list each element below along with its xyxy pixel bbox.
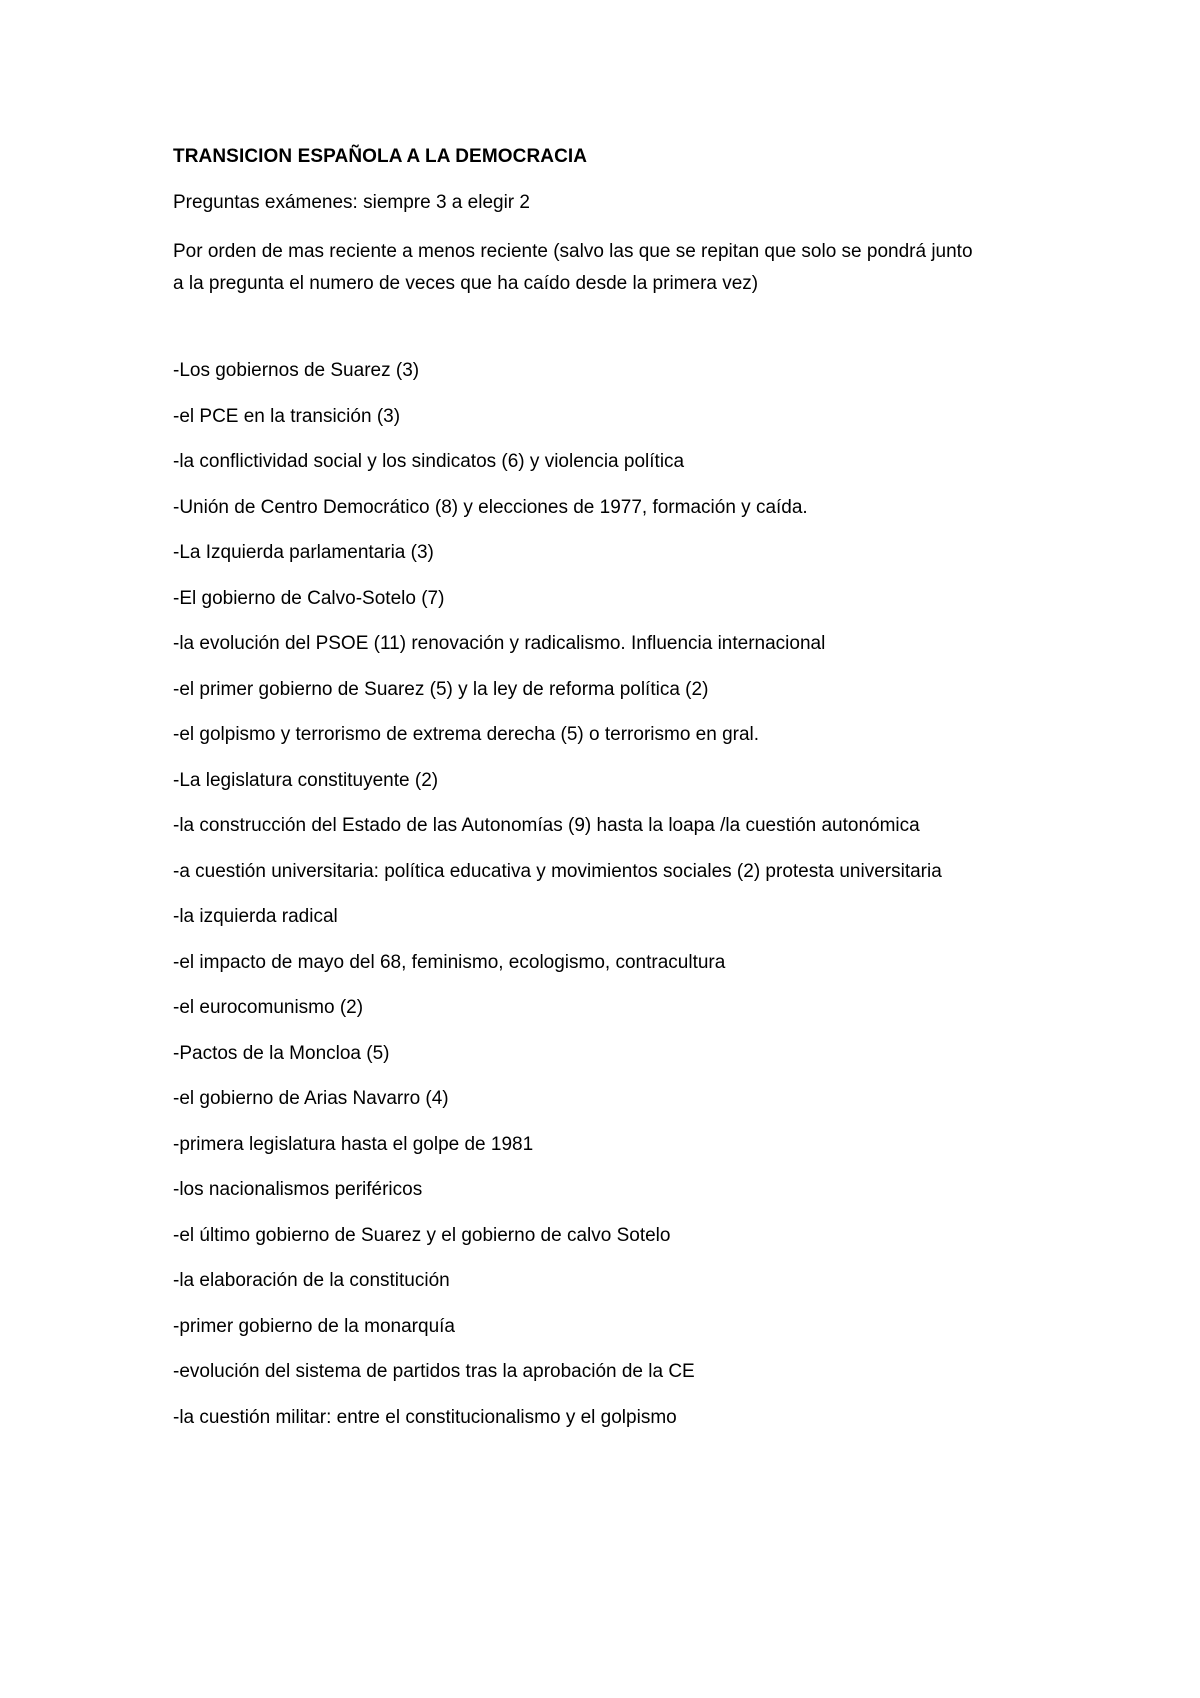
question-item: -la cuestión militar: entre el constitucionalismo y el golpismo	[173, 1406, 677, 1428]
question-item: -el golpismo y terrorismo de extrema derecha (5) o terrorismo en gral.	[173, 724, 760, 745]
question-item: -la evolución del PSOE (11) renovación y radicalismo. Influencia internacional	[173, 633, 826, 654]
question-item: -la conflictividad social y los sindicatos (6) y violencia política	[173, 451, 685, 472]
question-item: -Pactos de la Moncloa (5)	[173, 1042, 390, 1064]
question-item: -La legislatura constituyente (2)	[173, 769, 439, 791]
question-item: -La Izquierda parlamentaria (3)	[173, 542, 434, 563]
question-item: -la izquierda radical	[173, 906, 338, 927]
question-item: -el PCE en la transición (3)	[173, 405, 401, 427]
question-item: -los nacionalismos periféricos	[173, 1179, 423, 1200]
question-item: -Unión de Centro Democrático (8) y elecciones de 1977, formación y caída.	[173, 496, 808, 518]
document-title: TRANSICION ESPAÑOLA A LA DEMOCRACIA	[173, 146, 588, 167]
intro-line-1: Por orden de mas reciente a menos reciente (salvo las que se repitan que solo se pondrá junto	[173, 241, 973, 262]
question-item: -primer gobierno de la monarquía	[173, 1315, 455, 1337]
question-item: -primera legislatura hasta el golpe de 1981	[173, 1133, 534, 1155]
question-item: -el último gobierno de Suarez y el gobierno de calvo Sotelo	[173, 1224, 671, 1246]
question-item: -El gobierno de Calvo-Sotelo (7)	[173, 587, 445, 609]
question-item: -el impacto de mayo del 68, feminismo, ecologismo, contracultura	[173, 951, 726, 973]
question-item: -la elaboración de la constitución	[173, 1270, 450, 1291]
intro-paragraph	[173, 236, 1053, 300]
question-item: -la construcción del Estado de las Autonomías (9) hasta la loapa /la cuestión autonómica	[173, 815, 920, 836]
question-item: -evolución del sistema de partidos tras la aprobación de la CE	[173, 1361, 695, 1382]
question-item: -el primer gobierno de Suarez (5) y la ley de reforma política (2)	[173, 678, 709, 700]
question-item: -a cuestión universitaria: política educativa y movimientos sociales (2) protesta universitaria	[173, 860, 942, 882]
document-subtitle: Preguntas exámenes: siempre 3 a elegir 2	[173, 192, 530, 213]
question-item: -el gobierno de Arias Navarro (4)	[173, 1088, 449, 1109]
question-item: -Los gobiernos de Suarez (3)	[173, 360, 420, 381]
document-body	[173, 146, 1053, 1452]
question-item: -el eurocomunismo (2)	[173, 997, 364, 1018]
question-list	[173, 360, 1053, 1429]
intro-line-2: a la pregunta el numero de veces que ha caído desde la primera vez)	[173, 273, 759, 294]
